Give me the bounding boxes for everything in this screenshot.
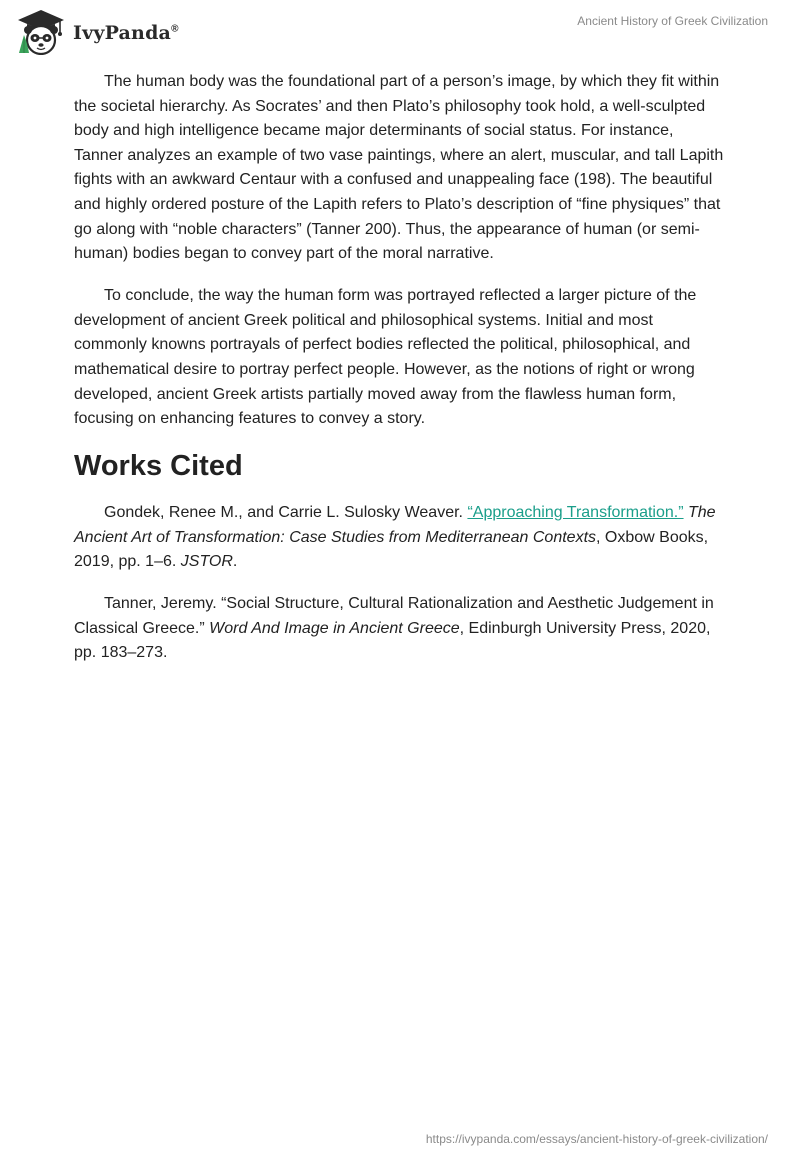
citation-title: “Social Structure, Cultural Rationalization and Aesthetic Judgement in Classical Greece.”	[74, 595, 714, 637]
page-header	[0, 0, 800, 60]
document-title: Ancient History of Greek Civilization	[577, 14, 768, 28]
body-paragraph: The human body was the foundational part of a person’s image, by which they fit within the societal hierarchy. As Socrates’ and then Plato’s philosophy took hold, a well-sculpted body and high intelligence became major determinants of social status. For instance, Tanner analyzes an example of two vase paintings, where an alert, muscular, and tall Lapith fights with an awkward Centaur with a confused and unappealing face (198). The beautiful and highly ordered posture of the Lapith refers to Plato’s description of “fine physiques” that go along with “noble characters” (Tanner 200). Thus, the appearance of human (or semi-human) bodies began to convey part of the moral narrative.	[74, 73, 724, 263]
citation-entry	[74, 592, 726, 666]
citation-details: , Edinburgh University Press, 2020, pp. 183–273.	[74, 619, 711, 662]
page-url[interactable]: https://ivypanda.com/essays/ancient-history-of-greek-civilization/	[425, 1132, 768, 1146]
citation-end: .	[232, 553, 238, 571]
body-paragraph: To conclude, the way the human form was portrayed reflected a larger picture of the development of ancient Greek political and philosophical systems. Initial and most commonly knowns portrayals of perfect bodies reflected the political, philosophical, and mathematical desire to portray perfect people. However, as the notions of right or wrong developed, ancient Greek artists partially moved away from the flawless human form, focusing on enhancing features to convey a story.	[74, 287, 697, 428]
citation-details: , Oxbow Books, 2019, pp. 1–6.	[74, 528, 709, 571]
citation-authors: Gondek, Renee M., and Carrie L. Sulosky Weaver.	[104, 504, 468, 522]
panda-graduate-icon	[16, 9, 66, 55]
works-cited-heading: Works Cited	[74, 450, 243, 483]
citation-title-link[interactable]: “Approaching Transformation.”	[467, 504, 684, 522]
citation-database: JSTOR	[180, 553, 233, 571]
logo-wordmark: IvyPanda®	[73, 22, 179, 44]
registered-mark: ®	[171, 23, 179, 35]
citation-container: Word And Image in Ancient Greece	[209, 619, 460, 637]
citation-entry	[74, 501, 726, 575]
citation-container: The Ancient Art of Transformation: Case Studies from Mediterranean Contexts	[74, 504, 716, 546]
citation-authors: Tanner, Jeremy.	[104, 595, 222, 613]
ivypanda-logo[interactable]	[16, 9, 179, 55]
essay-content	[74, 70, 726, 683]
